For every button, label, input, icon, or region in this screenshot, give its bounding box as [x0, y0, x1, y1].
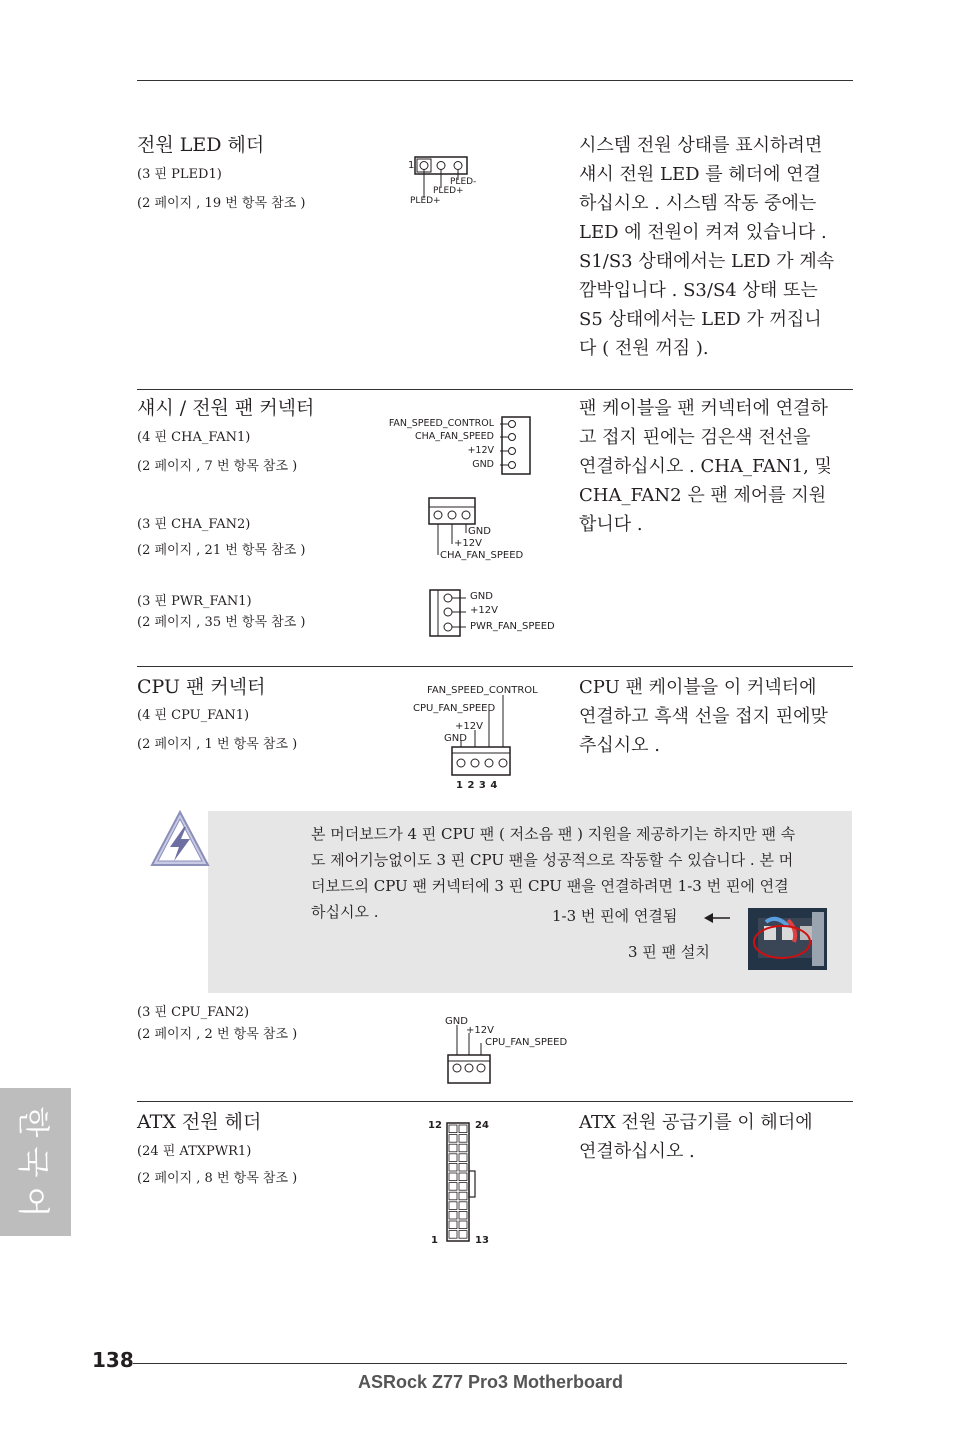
page-ref: (2 페이지 , 2 번 항목 참조 ) [137, 1027, 298, 1042]
atx-pin [459, 1163, 467, 1171]
description-chassis-fan: 팬 케이블을 팬 커넥터에 연결하 고 접지 핀에는 검은색 전선을 연결하십시오 . CHA_FAN1, 및 CHA_FAN2 은 팬 제어를 지원 합니다 . [579, 398, 832, 535]
footer-rule [133, 1363, 847, 1364]
atx-pin [459, 1183, 467, 1191]
page-ref: (2 페이지 , 7 번 항목 참조 ) [137, 459, 298, 474]
page-number: 138 [92, 1348, 134, 1372]
description-power-led: 시스템 전원 상태를 표시하려면 섀시 전원 LED 를 헤더에 연결 하십시오 . 시스템 작동 중에는 LED 에 전원이 켜져 있습니다 . S1/S3 상태에서는 LED 가 계속 깜박입니다 . S3/S4 상태 또는 S5 상태에서는 LED 가 꺼집니 다 ( 전원 꺼짐 ). [579, 135, 835, 359]
atx-pin [449, 1211, 457, 1219]
pin-info: (4 핀 CPU_FAN1) [137, 708, 250, 723]
pin-info: (3 핀 CHA_FAN2) [137, 517, 251, 532]
atx-pin [459, 1211, 467, 1219]
connected-label: 1-3 번 핀에 연결됨 [552, 907, 678, 925]
page-ref: (2 페이지 , 35 번 항목 참조 ) [137, 615, 306, 630]
atx-pin [449, 1154, 457, 1162]
description-atx-power: ATX 전원 공급기를 이 헤더에 연결하십시오 . [579, 1112, 813, 1162]
atx-pin [449, 1163, 457, 1171]
install-label: 3 핀 팬 설치 [628, 943, 710, 961]
atx-pin [459, 1192, 467, 1200]
fan-connector-photo [748, 908, 827, 970]
atx-pin [459, 1154, 467, 1162]
page-ref: (2 페이지 , 19 번 항목 참조 ) [137, 196, 306, 211]
atx-pin [449, 1192, 457, 1200]
pwr-fan1-diagram: GND +12V PWR_FAN_SPEED [426, 588, 576, 638]
pin-info: (3 핀 CPU_FAN2) [137, 1005, 250, 1020]
cpu-fan1-diagram: FAN_SPEED_CONTROL CPU_FAN_SPEED +12V GND 1 2 3 4 [413, 685, 538, 791]
section-title-chassis-fan: 섀시 / 전원 팬 커넥터 [137, 397, 315, 419]
atx-pin [449, 1135, 457, 1143]
top-rule [137, 80, 853, 81]
section-title-power-led: 전원 LED 헤더 [137, 134, 265, 156]
cha-fan2-diagram: GND +12V CHA_FAN_SPEED [426, 495, 536, 565]
section-title-atx-power: ATX 전원 헤더 [137, 1111, 262, 1133]
arrow-left-icon [704, 909, 732, 928]
pin-info: (3 핀 PLED1) [137, 167, 222, 182]
page-ref: (2 페이지 , 1 번 항목 참조 ) [137, 737, 298, 752]
description-cpu-fan: CPU 팬 케이블을 이 커넥터에 연결하고 흑색 선을 접지 핀에맞 추십시오 . [579, 677, 828, 756]
pin-info: (3 핀 PWR_FAN1) [137, 594, 252, 609]
section-title-cpu-fan: CPU 팬 커넥터 [137, 676, 266, 698]
note-text: 본 머더보드가 4 핀 CPU 팬 ( 저소음 팬 ) 지원을 제공하기는 하지만 팬 속 도 제어기능없이도 3 핀 CPU 팬을 성공적으로 작동할 수 있습니다 . 본 머 더보드의 CPU 팬 커넥터에 3 핀 CPU 팬을 연결하려면 1-3 번 핀에 연결 하십시오 . [311, 825, 796, 921]
page-ref: (2 페이지 , 21 번 항목 참조 ) [137, 543, 306, 558]
pled-header-diagram: 1 PLED- PLED+ PLED+ [405, 150, 495, 210]
section-divider [137, 666, 853, 667]
pin-info: (24 핀 ATXPWR1) [137, 1144, 252, 1159]
pin-info: (4 핀 CHA_FAN1) [137, 430, 251, 445]
atx-pin [449, 1231, 457, 1239]
atx-pin [449, 1144, 457, 1152]
warning-icon [148, 809, 212, 873]
atx-pin [449, 1125, 457, 1133]
atx-pin [459, 1135, 467, 1143]
atx-pin [459, 1144, 467, 1152]
section-divider [137, 389, 853, 390]
footer-product-name: ASRock Z77 Pro3 Motherboard [358, 1372, 624, 1392]
atx-pin [459, 1173, 467, 1181]
atx-pin [459, 1231, 467, 1239]
caution-note [208, 811, 852, 993]
atx-pin [449, 1183, 457, 1191]
atx-pin [459, 1221, 467, 1229]
cha-fan1-diagram: FAN_SPEED_CONTROL CHA_FAN_SPEED +12V GND [362, 414, 542, 476]
atx-pin [459, 1125, 467, 1133]
atx-power-header-diagram: 12 24 1 13 [428, 1120, 489, 1246]
language-side-tab: 한 국 어 [0, 1088, 71, 1236]
cpu-fan2-diagram: GND +12V CPU_FAN_SPEED [440, 1013, 590, 1085]
atx-pin [459, 1202, 467, 1210]
atx-pin [449, 1221, 457, 1229]
page-ref: (2 페이지 , 8 번 항목 참조 ) [137, 1171, 298, 1186]
section-divider [137, 1101, 853, 1102]
atx-pin [449, 1173, 457, 1181]
atx-pin [449, 1202, 457, 1210]
